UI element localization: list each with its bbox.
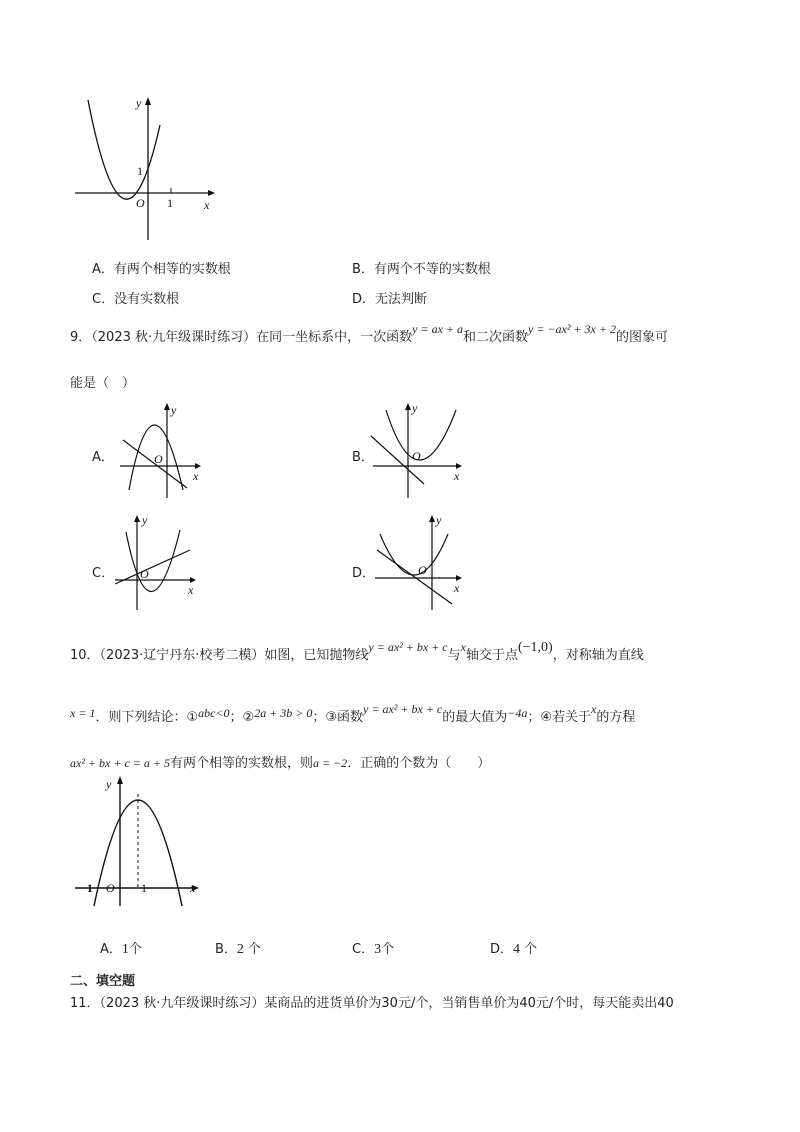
q10-neg1-label: −1 <box>80 881 93 895</box>
q10-parabola: y = ax² + bx + c <box>368 640 448 654</box>
q10-l3-t1: 有两个相等的实数根，则 <box>169 756 313 771</box>
q9b-y-label: y <box>412 401 418 415</box>
q8-y-label: y <box>136 96 142 110</box>
q10-option-a[interactable] <box>100 938 142 958</box>
q9-number: 9． <box>70 330 92 345</box>
q8-origin-label: O <box>136 196 145 210</box>
section-title: 二、填空题 <box>70 974 136 989</box>
q10-text3: 轴交于点 <box>465 648 518 663</box>
q10-x-var: x <box>460 640 466 654</box>
q10-option-b-value: 2 <box>236 942 244 957</box>
q9-option-c-label[interactable]: C． <box>92 566 115 581</box>
q10-func: y = ax² + bx + c <box>363 702 443 716</box>
q8-tick-1-x: 1 <box>167 196 173 210</box>
q10-stem-line2 <box>70 702 636 725</box>
q10-option-c-value: 3 <box>374 942 382 957</box>
q10-l3-t2: ．正确的个数为（ ） <box>347 756 491 771</box>
q9c-y-label: y <box>142 513 148 527</box>
q10-l2-t6: 的方程 <box>596 710 636 725</box>
q9-stem-line2: 能是（ ） <box>70 376 136 391</box>
q10-option-d-unit: 个 <box>524 942 538 957</box>
q9d-y-label: y <box>436 513 442 527</box>
q9-text3: 的图象可 <box>615 330 668 345</box>
q9a-y-label: y <box>171 403 177 417</box>
q9d-x-label: x <box>454 581 460 595</box>
q10-axis-line: x = 1 <box>70 706 96 720</box>
q10-cond2: 2a + 3b > 0 <box>254 706 313 720</box>
q10-stem-line1 <box>70 640 644 664</box>
q9a-x-label: x <box>193 469 199 483</box>
q10-option-d[interactable] <box>490 938 537 958</box>
q10-option-d-value: 4 <box>513 942 521 957</box>
q10-l2-t2: ；② <box>229 710 255 725</box>
q9-option-a-label[interactable]: A． <box>92 450 114 465</box>
q9-option-d-label[interactable]: D． <box>352 566 376 581</box>
q10-option-a-value: 1 <box>121 942 129 957</box>
q10-point: (−1,0) <box>517 640 553 655</box>
q10-x-label: x <box>190 881 196 895</box>
q8-x-label: x <box>204 198 210 212</box>
q10-l2-t3: ；③函数 <box>312 710 364 725</box>
q10-text2: 与 <box>447 648 461 663</box>
q10-option-d-label: D． <box>490 942 514 957</box>
q8-option-a[interactable]: A．有两个相等的实数根 <box>92 262 231 277</box>
q10-origin-label: O <box>106 881 115 895</box>
q9d-origin-label: O <box>418 563 427 577</box>
q9-graph-c[interactable] <box>112 512 207 612</box>
q10-option-b[interactable] <box>215 938 261 958</box>
q8-option-b[interactable]: B．有两个不等的实数根 <box>352 262 491 277</box>
q10-option-b-unit: 个 <box>247 942 261 957</box>
q9-option-b-label[interactable]: B． <box>352 450 374 465</box>
q9-graph-d[interactable] <box>372 512 472 612</box>
q9-stem-line1 <box>70 322 668 345</box>
q8-graph <box>70 95 220 245</box>
q10-max: −4a <box>507 706 528 720</box>
q9c-x-label: x <box>188 583 194 597</box>
q10-text1: （2023·辽宁丹东·校考二模）如图，已知抛物线 <box>99 648 369 663</box>
q11-number: 11． <box>70 996 100 1011</box>
q10-option-a-label: A． <box>100 942 122 957</box>
q8-tick-1-y: 1 <box>137 164 143 178</box>
q10-cond1: abc<0 <box>198 706 230 720</box>
q10-l2-t4: 的最大值为 <box>442 710 508 725</box>
q9c-origin-label: O <box>140 567 149 581</box>
q10-number: 10． <box>70 648 100 663</box>
q9-text2: 和二次函数 <box>463 330 529 345</box>
q10-option-c-unit: 个 <box>381 942 395 957</box>
q10-y-label: y <box>106 777 112 791</box>
q10-tick-1-label: 1 <box>141 881 147 895</box>
q9b-x-label: x <box>454 469 460 483</box>
q10-option-b-label: B． <box>215 942 237 957</box>
q9b-origin-label: O <box>412 449 421 463</box>
q10-a-value: a = −2 <box>312 756 348 770</box>
q10-option-a-unit: 个 <box>128 942 142 957</box>
q9-text1: （2023 秋·九年级课时练习）在同一坐标系中，一次函数 <box>91 330 413 345</box>
q10-option-c-label: C． <box>352 942 375 957</box>
q9-graph-a[interactable] <box>115 400 205 500</box>
q8-option-c[interactable]: C．没有实数根 <box>92 292 180 307</box>
q10-x-var2: x <box>591 702 597 716</box>
q9a-origin-label: O <box>154 452 163 466</box>
q10-text4: ，对称轴为直线 <box>552 648 644 663</box>
q9-graph-b[interactable] <box>368 400 468 500</box>
q10-equation: ax² + bx + c = a + 5 <box>70 756 170 770</box>
q9-linear-function: y = ax + a <box>412 322 463 336</box>
q10-l2-t5: ；④若关于 <box>527 710 592 725</box>
q8-option-d[interactable]: D．无法判断 <box>352 292 428 307</box>
q10-option-c[interactable] <box>352 938 394 958</box>
q11-text: （2023 秋·九年级课时练习）某商品的进货单价为30元/个，当销售单价为40元/个时，每天能卖出40 <box>99 996 674 1011</box>
q10-l2-t1: ．则下列结论：① <box>95 710 199 725</box>
q11-stem <box>70 992 674 1011</box>
q9-quadratic-function: y = −ax² + 3x + 2 <box>528 322 616 336</box>
q10-graph <box>70 774 210 909</box>
q10-stem-line3 <box>70 752 490 771</box>
